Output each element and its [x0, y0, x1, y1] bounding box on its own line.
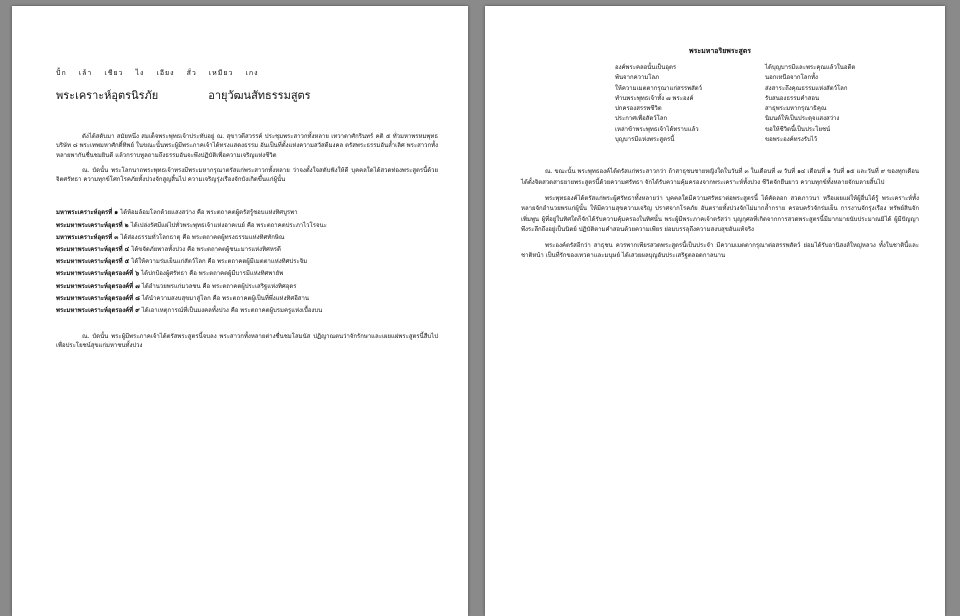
sutra-item	[56, 208, 438, 218]
prelude-word: ไง	[135, 69, 145, 77]
verse-line: องค์พระคลอนั้นเป็นอุตร	[615, 64, 677, 71]
sutra-item-text: ได้เปล่งรัศมีแผ่ไปทั่วพระพุทธเจ้าแห่งอาคเนย์ คือ พระตถาคตประภาไวโรจนะ	[130, 221, 327, 229]
sutra-item-text: ได้ขจัดภัยพาลทั้งปวง คือ พระตถาคตผู้ชนะมารแห่งทิศหรดี	[131, 246, 281, 254]
sutra-item-text: ได้นำความสงบสุขมาสู่โลก คือ พระตถาคตผู้เป็นที่พึ่งแห่งทิศอีสาน	[141, 294, 309, 302]
sutra-item	[56, 294, 438, 304]
verse-block	[615, 63, 919, 145]
paragraph: ณ. บัดนั้น พระโลกนาถพระพุทธเจ้าทรงมีพระมหากรุณาตรัสแก่พระสาวกทั้งหลาย ว่าจงตั้งใจสดับฟังให้ดี บุคคลใดได้สวดท่องพระสูตรนี้ด้วยจิตศรัทธา ความทุกข์โศกโรคภัยทั้งปวงจักสูญสิ้นไป ความเจริญรุ่งเรืองจักบังเกิดขึ้นแก่ผู้นั้น	[56, 166, 438, 184]
sutra-item-name: มหาพระเคราะห์อุตรที่ ๑	[56, 209, 119, 217]
sutra-item	[56, 269, 438, 279]
sutra-item-text: ได้อำนวยพรแก่มวลชน คือ พระตถาคตผู้ประเสริฐแห่งทิศอุดร	[141, 282, 297, 290]
verse-line: ให้ความเมตตากรุณาแก่สรรพสัตว์	[615, 84, 703, 92]
prelude-word: เชียว	[104, 69, 124, 77]
verse-line: ปกครองสรรพชีวิต	[615, 105, 662, 113]
verse-line: เหล่าข้าพระพุทธเจ้าได้ทราบแล้ว	[615, 125, 699, 133]
verse-line: บุญบารมีแห่งพระสูตรนี้	[615, 136, 675, 144]
verse-line: พ้นจากความโลภ	[615, 74, 660, 82]
verse-line: ได้บุญบารมีและพระคุณแล้วในอดีต	[765, 64, 856, 71]
heading-title-left: พระเคราะห์อุตรนิรภัย	[56, 89, 159, 102]
sutra-item-name: พระมหาพระเคราะห์อุตรองค์ที่ ๖	[56, 270, 140, 278]
page-title: พระมหาอริยพระสูตร	[688, 47, 752, 55]
sutra-list	[56, 208, 438, 315]
prelude-word: เล้า	[78, 69, 93, 77]
intro-paragraph: ดังได้สดับมา สมัยหนึ่ง สมเด็จพระพุทธเจ้าประทับอยู่ ณ. สุขาวดีสวรรค์ ประชุมพระสาวกทั้งหลาย เทวาดาศักรินทร์ คติ ๕ ทั่วมหาพรหมพุทธบริษัท ๘ พระเทพมหาศักดิ์ทิพย์ ในขณะนั้นพระผู้มีพระภาคเจ้าได้ทรงแสดงธรรม อันเป็นที่ตั้งแห่งความสวัสดีมงคล ตรัสพระธรรมอันล้ำเลิศ พระสาวกทั้งหลายพากันชื่นชมยินดี แล้วกราบทูลถามถึงธรรมอันจะพึงปฏิบัติเพื่อความเจริญแห่งชีวิต	[56, 133, 438, 159]
verse-line: นิมนต์ให้เป็นประดุจแสงสว่าง	[765, 115, 840, 123]
sutra-item	[56, 306, 438, 316]
document-page-left	[12, 6, 468, 616]
sutra-item-text: ได้ส่องธรรมทั่วโลกธาตุ คือ พระตถาคตผู้ทรงธรรมแห่งทิศทักษิณ	[120, 233, 285, 241]
sutra-item-text: ได้ให้ความร่มเย็นแก่สัตว์โลก คือ พระตถาคตผู้มีเมตตาแห่งทิศประจิม	[131, 258, 308, 266]
verse-line: ขอพระองค์ทรงรับไว้	[765, 136, 818, 144]
sutra-item-text: ได้เอาเหตุการณ์ที่เป็นมงคลทั้งปวง คือ พระตถาคตผู้บรมครูแห่งเบื้องบน	[141, 306, 323, 314]
sutra-item-name: พระมหาพระเคราะห์อุตรที่ ๕	[56, 258, 130, 266]
paragraph: ณ. ขณะนั้น พระพุทธองค์ได้ตรัสแก่พระสาวกว่า ถ้าสาธุชนชายหญิงใดในวันที่ ๓ ในเดือนที่ ๗ วันที่ ๑๔ เดือนที่ ๑ วันที่ ๑๕ และวันที่ ๙ ของทุกเดือน ได้ตั้งจิตสวดสาธยายพระสูตรนี้ด้วยความศรัทธา จักได้รับความคุ้มครองจากพระเคราะห์ทั้งปวง ชีวิตจักยืนยาว ความทุกข์ทั้งหลายจักมลายสิ้นไป	[521, 168, 919, 186]
sutra-item-name: มหาพระเคราะห์อุตรที่ ๓	[56, 233, 119, 241]
sutra-item	[56, 221, 438, 231]
sutra-item-name: พระมหาพระเคราะห์อุตรองค์ที่ ๗	[56, 282, 140, 290]
sutra-item-text: ได้ห้อมล้อมโลกด้วยแสงสว่าง คือ พระตถาคตผู้ตรัสรู้ชอบแห่งทิศบูรพา	[120, 209, 298, 217]
sutra-item	[56, 233, 438, 243]
sutra-item-name: พระมหาพระเคราะห์อุตรที่ ๔	[56, 246, 130, 254]
prelude-word: ปั้ก	[56, 69, 67, 77]
document-page-right	[485, 6, 945, 616]
verse-line: รับสนองธรรมคำสอน	[765, 94, 820, 102]
paragraph: พระองค์ตรัสอีกว่า สาธุชน ควรพากเพียรสวดพระสูตรนี้เป็นประจำ มีความเมตตากรุณาต่อสรรพสัตว์ ย่อมได้รับอานิสงส์ใหญ่หลวง ทั้งในชาตินี้และชาติหน้า เป็นที่รักของเทวดาและมนุษย์ ได้เสวยผลบุญอันประเสริฐตลอดกาลนาน	[521, 242, 919, 260]
sutra-item-name: พระมหาพระเคราะห์อุตรองค์ที่ ๙	[56, 306, 140, 314]
sutra-item	[56, 257, 438, 267]
sutra-item	[56, 245, 438, 255]
paragraph: พระพุทธองค์ได้ตรัสแก่พระผู้ศรัทธาทั้งหลายว่า บุคคลใดมีความศรัทธาต่อพระสูตรนี้ ได้คัดลอก สวดภาวนา หรือเผยแผ่ให้ผู้อื่นได้รู้ พระเคราะห์ทั้งหลายจักอำนวยพรแก่ผู้นั้น ให้มีความสุขความเจริญ ปราศจากโรคภัย อันตรายทั้งปวงจักไม่มากล้ำกราย ครอบครัวจักร่มเย็น การงานจักรุ่งเรือง ทรัพย์สินจักเพิ่มพูน ผู้ที่อยู่ในทิศใดก็จักได้รับความคุ้มครองในทิศนั้น พระผู้มีพระภาคเจ้าตรัสว่า บุญกุศลที่เกิดจากการสวดพระสูตรนี้มีมากมายนับประมาณมิได้ ผู้มีปัญญาพึงระลึกถึงอยู่เป็นนิตย์ ปฏิบัติตามคำสอนด้วยความเพียร ย่อมบรรลุถึงความสงบสุขอันแท้จริง	[521, 194, 919, 233]
prelude-word: เกง	[245, 69, 259, 77]
verse-line: ส่งสาระถึงคุณธรรมแห่งสัตว์โลก	[765, 84, 848, 92]
prelude-line	[56, 68, 438, 79]
page-heading	[56, 86, 438, 104]
verse-line: นอกเหนือจากโลกทั้ง	[765, 74, 818, 82]
verse-line: สาธุพระมหากรุณาธิคุณ	[765, 105, 827, 113]
prelude-word: สั่ว	[186, 69, 197, 77]
heading-title-right: อายุวัฒนสัทธรรมสูตร	[208, 89, 311, 102]
sutra-item	[56, 282, 438, 292]
verse-line: ขอให้ชีวิตนี้เป็นประโยชน์	[765, 125, 831, 133]
prelude-word: เอียง	[156, 69, 175, 77]
closing-paragraph: ณ. บัดนั้น พระผู้มีพระภาคเจ้าได้ตรัสพระสูตรนี้จบลง พระสาวกทั้งหลายต่างชื่นชมโสมนัส ปฏิญาณตนว่าจักรักษาและเผยแผ่พระสูตรนี้สืบไป เพื่อประโยชน์สุขแก่มหาชนทั้งปวง	[56, 333, 438, 350]
sutra-item-name: พระมหาพระเคราะห์อุตรที่ ๒	[56, 221, 129, 229]
sutra-item-name: พระมหาพระเคราะห์อุตรองค์ที่ ๘	[56, 294, 140, 302]
sutra-item-text: ได้ปกป้องผู้ศรัทธา คือ พระตถาคตผู้มีบารมีแห่งทิศพายัพ	[141, 270, 284, 278]
verse-line: ทำนพระพุทธเจ้าทั้ง ๗ พระองค์	[615, 94, 694, 102]
verse-line: ประกาศเพื่อสัตว์โลก	[615, 115, 668, 123]
prelude-word: เหมียว	[208, 69, 234, 77]
